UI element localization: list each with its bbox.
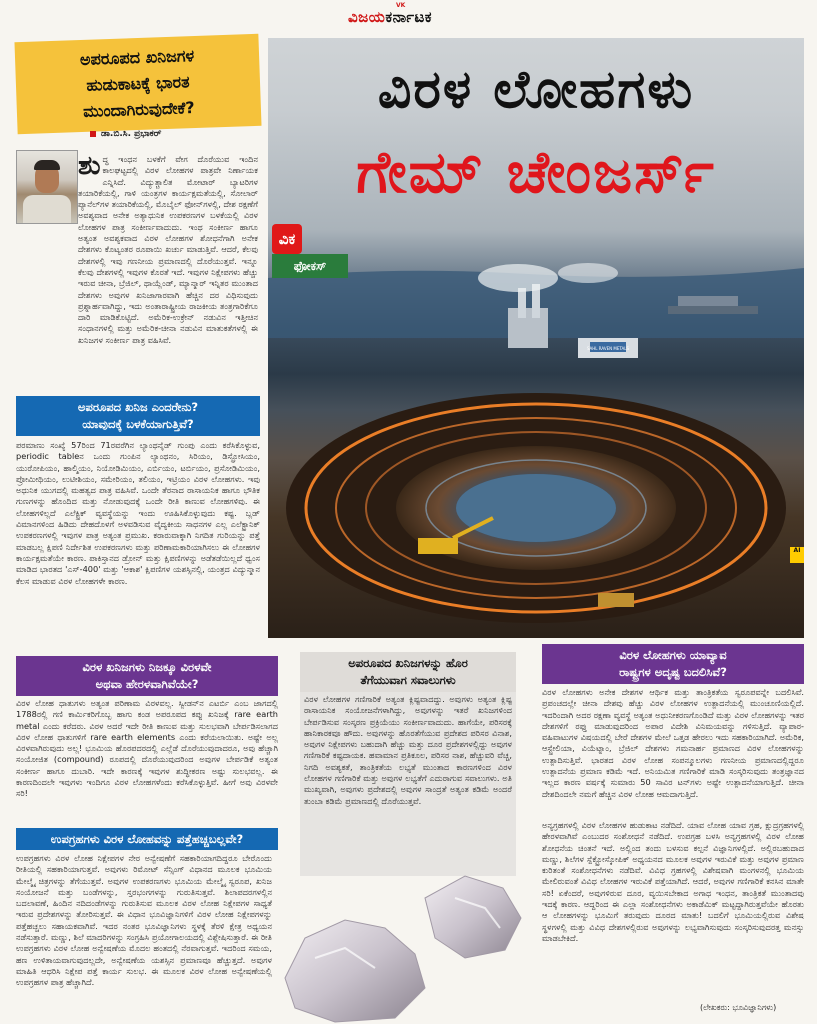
question-line-3: ಮುಂದಾಗಿರುವುದೇಕೆ? — [82, 98, 195, 121]
section-heading-challenges: ಅಪರೂಪದ ಖನಿಜಗಳನ್ನು ಹೊರ ತೆಗೆಯುವಾಗ ಸವಾಲುಗಳು — [300, 652, 516, 692]
vk-logo-badge: VK — [396, 2, 406, 9]
section5-text-1: ವಿರಳ ಲೋಹಗಳು ಅನೇಕ ದೇಶಗಳ ಆರ್ಥಿಕ ಮತ್ತು ತಾಂತ್ರಿಕತೆಯ ಸ್ವರೂಪವನ್ನೇ ಬದಲಿಸಿವೆ. ಪ್ರಪಂಚದಲ್ಲೇ ಚೀನಾ ದೇಶವು ಹೆಚ್ಚು ವಿರಳ ಲೋಹಗಳ ಉತ್ಪಾದನೆಯಲ್ಲಿ ಮುಂಚೂಣಿಯಲ್ಲಿದೆ. ಇದರಿಂದಾಗಿ ಅದರ ರಕ್ಷಣಾ ವ್ಯವಸ್ಥೆ ಅತ್ಯಂತ ಅಧುನೀಕರಣಗೊಂಡಿದೆ ಮತ್ತು ವಿರಳ ಲೋಹಗಳನ್ನು ಇತರ ದೇಶಗಳಿಗೆ ರಫ್ತು ಮಾಡುವುದರಿಂದ ಅಪಾರ ವಿದೇಶಿ ವಿನಿಮಯವನ್ನು ಗಳಿಸುತ್ತಿದೆ. ವ್ಯಾಪಾರ- ವಹಿವಾಟುಗಳ ವಿಷಯದಲ್ಲಿ ಬೇರೆ ದೇಶಗಳ ಮೇಲೆ ಒತ್ತಡ ಹೇರಲು ಇದು ಸಹಕಾರಿಯಾಗಿದೆ. ಅಮೆರಿಕ, ಆಸ್ಟ್ರೇಲಿಯಾ, ವಿಯೆಟ್ನಾಂ, ಬ್ರೆಜಿಲ್ ದೇಶಗಳು ಗಮನಾರ್ಹ ಪ್ರಮಾಣದ ವಿರಳ ಲೋಹಗಳನ್ನು ಉತ್ಪಾದಿಸುತ್ತಿವೆ. ಭಾರತದ ವಿರಳ ಲೋಹ ಸಂಪನ್ಮೂಲಗಳು ಗಣನೀಯ ಪ್ರಮಾಣದಲ್ಲಿದ್ದರೂ ಉತ್ಪಾದನೆಯ ಪ್ರಮಾಣ ಕಡಿಮೆ ಇದೆ. ಅನಿಯಮಿತ ಗಣಿಗಾರಿಕೆ ಮಾಡಿ ಸಂಸ್ಕರಿಸುವುದು ತಂತ್ರಜ್ಞಾನದ ಇಲ್ಲದ ಕಾರಣ ವರ್ಷಕ್ಕೆ ಸುಮಾರು 50 ಸಾವಿರ ಟನ್‌ಗಳು ಅಷ್ಟೇ ಉತ್ಪಾದನೆಯಾಗುತ್ತಿದೆ. ಚೀನಾ ದೇಶದಿಂದಲೇ ನಮಗೆ ಹೆಚ್ಚಿನ ವಿರಳ ಲೋಹ ಆಮದಾಗುತ್ತಿದೆ. — [542, 687, 804, 799]
question-line-1: ಅಪರೂಪದ ಖನಿಜಗಳ — [79, 46, 195, 70]
section-heading-satellites: ಉಪಗ್ರಹಗಳು ವಿರಳ ಲೋಹವನ್ನು ಪತ್ತೆಹಚ್ಚಬಲ್ಲವೇ? — [16, 828, 278, 850]
section-heading-rare-or-abundant: ವಿರಳ ಖನಿಜಗಳು ನಿಜಕ್ಕೂ ವಿರಳವೇ ಅಥವಾ ಹೇರಳವಾಗಿವೆಯೇ? — [16, 656, 278, 696]
ai-badge: AI — [790, 547, 804, 563]
author-photo — [16, 150, 78, 224]
focus-label: ಫೋಕಸ್ — [272, 254, 348, 278]
author-name: ಡಾ.ಬಿ.ಸಿ. ಪ್ರಭಾಕರ್ — [101, 129, 162, 139]
section2-text: ವಿರಳ ಲೋಹ ಧಾತುಗಳು ಅತ್ಯಂತ ಪರಿಣಾಮ ವಿರಳವಲ್ಲ. ಸ್ವೀಡನ್‌ನ ಎಟರ್ಬಿ ಎಂಬ ಜಾಗದಲ್ಲಿ 1788ರಲ್ಲಿ ಗಣಿ ಕಾರ್ಮಿಕರಿಗೊಬ್ಬ ಹಾಗು ಕಂಡ ಅಪರೂಪದ ಕಪ್ಪು ಖನಿಜಕ್ಕೆ rare earth metal ಎಂದು ಕರೆದರು. ವಿರಳ ಅದರೆ ಇದೇ ರೀತಿ ಕಾಣುವ ಮತ್ತು ಸುಲಭವಾಗಿ ಬೇರ್ಪಡಿಸಲಾಗದ ವಿರಳ ಲೋಹ ಧಾತುಗಳಿಗೆ rare earth elements ಎಂದು ಕರೆಯಲಾಯಿತು. ಅಷ್ಟೇ ಅಲ್ಲ ವಿರಳವಾಗಿರುವುದು ಅಲ್ಲ! ಭೂಮಿಯ ಹೊರಪದರದಲ್ಲಿ ಎಲ್ಲೆಡೆ ದೊರೆಯುವುದಾದರೂ, ಅವು ಹೆಚ್ಚಾಗಿ ಸಂಯೋಜಿತ (compound) ರೂಪದಲ್ಲಿ ದೊರೆಯುವುದರಿಂದ ಅವುಗಳ ಬೇರ್ಪಡಿಕೆ ಅತ್ಯಂತ ಸಂಕೀರ್ಣ ಹಾಗೂ ದುಬಾರಿ. ಇದೇ ಕಾರಣಕ್ಕೆ ಇವುಗಳ ಶುದ್ಧೀಕರಣ ಅಷ್ಟು ಸುಲಭವಲ್ಲ. ಈ ಕಾರಣದಿಂದಲೇ ಇವುಗಳು ಇಂದಿಗೂ ವಿರಳ ಲೋಹಗಳೆಂದು ಕರೆಸಿಕೊಳ್ಳುತ್ತಿವೆ. ಹೀಗೆ ಅವು ವಿರಳವೇ ಸರಿ! — [16, 698, 278, 799]
intro-paragraph: ದ್ಧ ಇಂಧನ ಬಳಕೆಗೆ ವೇಗ ದೊರೆಯುವ ಇಂದಿನ ಕಾಲಘಟ್ಟದಲ್ಲಿ ವಿರಳ ಲೋಹಗಳ ಪಾತ್ರವೇ ನಿರ್ಣಾಯಕ ಎನ್ನಿಸಿದೆ. ವಿದ್ಯುತ್ಚಾಲಿತ ಮೋಟಾರ್ ಬ್ಯಾಟರಿಗಳ ತಯಾರಿಕೆಯಲ್ಲಿ, ಗಾಳಿ ಯಂತ್ರಗಳ ಕಾರ್ಯಕ್ಷಮತೆಯಲ್ಲಿ, ಸೋಲಾರ್ ಪ್ಯಾನೆಲ್‌ಗಳ ತಯಾರಿಕೆಯಲ್ಲಿ, ಮೊಬೈಲ್ ಫೋನ್‌ಗಳಲ್ಲಿ, ದೇಶ ರಕ್ಷಣೆಗೆ ಅವಶ್ಯವಾದ ಅನೇಕ ಅತ್ಯಾಧುನಿಕ ಉಪಕರಣಗಳ ಬಳಕೆಯಲ್ಲಿ ವಿರಳ ಲೋಹಗಳ ಪಾತ್ರ ಸಂಕೀರ್ಣವಾದುದು. ಇಂಥ ಸಂಕೀರ್ಣ ಹಾಗೂ ಅತ್ಯಂತ ಅವಶ್ಯಕವಾದ ವಿರಳ ಲೋಹಗಳ ಶೋಧನೆಗಾಗಿ ಅನೇಕ ದೇಶಗಳು ಕೊಟ್ಯಂತರ ರೂಪಾಯಿ ಖರ್ಚು ಮಾಡುತ್ತಿವೆ. ಆದರೆ, ಕೆಲವು ದೇಶಗಳಲ್ಲಿ ಇವು ಗಣನೀಯ ಪ್ರಮಾಣದಲ್ಲಿ ದೊರೆಯುತ್ತವೆ. ಇನ್ನೂ ಕೆಲವು ದೇಶಗಳಲ್ಲಿ ಇವುಗಳ ಕೊರತೆ ಇದೆ. ಇವುಗಳ ನಿಕ್ಷೇಪಗಳು ಹೆಚ್ಚು ಇರುವ ಚೀನಾ, ಬ್ರೆಜಿಲ್, ಥಾಯ್ಲೆಂಡ್, ಮ್ಯಾನ್ಮಾರ್ ಇನ್ನಿತರ ಮುಂತಾದ ದೇಶಗಳು ಅವುಗಳ ಖನಿಜಾಗಾರವಾಗಿ ಹೆಚ್ಚಿನ ದರ ವಿಧಿಸುವುದು ಪ್ರಶ್ನಾರ್ಹವಾಗಿದ್ದು, ಇದು ಅಂತಾರಾಷ್ಟ್ರೀಯ ರಾಜಕೀಯ ತಂತ್ರಗಾರಿಕೆಗೂ ದಾರಿ ಮಾಡಿಕೊಟ್ಟಿದೆ. ಅಮೆರಿಕ-ಉಕ್ರೇನ್ ನಡುವಿನ ಇತ್ತೀಚಿನ ಸಂಧಾನಗಳಲ್ಲಿ ಮತ್ತು ಅಮೆರಿಕ-ಚೀನಾ ನಡುವಿನ ಮಾತುಕತೆಗಳಲ್ಲಿ ಈ ಖನಿಜಗಳ ಸಂಕೀರ್ಣ ಪಾತ್ರ ವಹಿಸಿವೆ. — [78, 154, 259, 345]
bullet-icon — [90, 131, 96, 137]
question-line-2: ಹುಡುಕಾಟಕ್ಕೆ ಭಾರತ — [86, 72, 190, 95]
vk-label: ವಿಕ — [272, 224, 302, 254]
logo-vijaya: ವಿಜಯ — [348, 8, 386, 26]
headline-line-1: ವಿರಳ ಲೋಹಗಳು — [377, 60, 695, 120]
drop-cap: ಶು — [78, 151, 101, 181]
section4-text: ವಿರಳ ಲೋಹಗಳ ಗಣಿಗಾರಿಕೆ ಅತ್ಯಂತ ಕ್ಲಿಷ್ಟವಾದದ್ದು. ಅವುಗಳು ಅತ್ಯಂತ ಕ್ಲಿಷ್ಟ ರಾಸಾಯನಿಕ ಸಂಯೋಜನೆಗಳಾಗಿದ್ದು, ಅವುಗಳನ್ನು ಇತರೆ ಖನಿಜಗಳಿಂದ ಬೇರ್ಪಡಿಸುವ ಸಂಸ್ಕರಣ ಪ್ರಕ್ರಿಯೆಯು ಸಂಕೀರ್ಣವಾದುದು. ಹಾಗೆಯೇ, ಪರಿಸರಕ್ಕೆ ಹಾನಿಕಾರಕವೂ ಹೌದು. ಅವುಗಳನ್ನು ಹೊರತೆಗೆಯುವ ಪ್ರದೇಶದ ಪರಿಸರ ವಿನಾಶ, ಅವುಗಳ ನಿಕ್ಷೇಪಗಳು ಬಹುದಾಗಿ ಹೆಚ್ಚು ಮತ್ತು ದೂರ ಪ್ರದೇಶಗಳಲ್ಲಿದ್ದು ಅವುಗಳ ಗಣಿಗಾರಿಕೆ ಕಷ್ಟದಾಯಕ. ಹವಾಮಾನ ಪ್ರತಿಕೂಲ, ಪರಿಸರ ನಾಶ, ಹೆಚ್ಚುವರಿ ವೆಚ್ಚ, ನಿಗದಿ ಅವಶ್ಯಕತೆ, ತಾಂತ್ರಿಕತೆಯ ಲಭ್ಯತೆ ಮುಂತಾದ ಕಾರಣಗಳಿಂದ ವಿರಳ ಲೋಹಗಳ ಗಣಿಗಾರಿಕೆ ಮತ್ತು ಅವುಗಳ ಲಭ್ಯತೆಗೆ ಎದುರಾಗುವ ಸವಾಲುಗಳು. ಅತಿ ಮುಖ್ಯವಾಗಿ, ಅವುಗಳು ಪ್ರದೇಶದಲ್ಲಿ ಅವುಗಳ ಸಾಂದ್ರತೆ ಅತ್ಯಂತ ಕಡಿಮೆ ಅಂದರೆ ತುಂಬಾ ಕಡಿಮೆ ಪ್ರಮಾಣದಲ್ಲಿ ದೊರೆಯುತ್ತವೆ. — [304, 694, 512, 806]
logo-karnataka: ಕರ್ನಾಟಕ — [385, 8, 433, 26]
intro-text-bottom — [16, 225, 260, 390]
rare-metal-rock-illustration — [275, 858, 537, 1024]
byline — [90, 129, 161, 139]
section1-text: ಪರಮಾಣು ಸಂಖ್ಯೆ 57ರಿಂದ 71ರವರೆಗಿನ ಲ್ಯಾಂಥನೈಡ್ ಗುಂಪು ಎಂದು ಕರೆಸಿಕೊಳ್ಳುವ, periodic tableನ ಒಂದು ಗುಂಪಿನ ಲ್ಯಾಂಥನಂ, ಸಿರಿಯಂ, ಡಿಸ್ಪ್ರೋಸಿಯಂ, ಯುರೋಪಿಯಂ, ಹಾಲ್ಮಿಯಂ, ನಿಯೋಡಿಮಿಯಂ, ಎರ್ಬಿಯಂ, ಟರ್ಬಿಯಂ, ಪ್ರಸೋಡಿಮಿಯಂ, ಪ್ರೋಮೀಥಿಯಂ, ಲುಟೀಶಿಯಂ, ಸಮೇರಿಯಂ, ತಲಿಯಂ, ಇಟ್ರಿಯಂ ವಿರಳ ಲೋಹಗಳು. ಇವು ಅಧುನಿಕ ಯುಗದಲ್ಲಿ ಮಹತ್ವದ ಪಾತ್ರ ವಹಿಸಿವೆ. ಒಂದೇ ತೆರನಾದ ರಾಸಾಯನಿಕ ಹಾಗೂ ಭೌತಿಕ ಗುಣಗಳನ್ನು ಹೊಂದಿದ ಮತ್ತು ನೋಡುವುದಕ್ಕೆ ಒಂದೇ ರೀತಿ ಕಾಣುವ ಲೋಹಗಳಿವು. ಈ ಲೋಹಗಳಿಲ್ಲದೆ ಎಲೆಕ್ಟ್ರಿಕ್ ವ್ಯವಸ್ಥೆಯನ್ನು ಇಂದು ಊಹಿಸಿಕೊಳ್ಳುವುದು ಕಷ್ಟ. ಬ್ಲಡ್ ವಿಮಾನಗಳಿಂದ ಹಿಡಿದು ದೇಹದೊಳಗೆ ಅಳವಡಿಸುವ ವೈದ್ಯಕೀಯ ಸಾಧನಗಳ ಎಲ್ಲ ಎಲೆಕ್ಟ್ರಾನಿಕ್ ಉಪಕರಣಗಳಲ್ಲಿ ಇವುಗಳ ಪಾತ್ರ ಅತ್ಯಂತ ಪ್ರಮುಖ. ಕರಾರುವಾಕ್ಕಾಗಿ ನಿಗದಿತ ಗುರಿಯನ್ನು ಪತ್ತೆ ಮಾಡಬಲ್ಲ ಕ್ಷಿಪಣಿ ನಿರ್ದೇಶಿತ ಉಪಕರಣಗಳು ಮತ್ತು ಪರಿಣಾಮಕಾರಿಯಾಗಿಸಲು ಈ ಲೋಹಗಳ ಕಾರ್ಯಕ್ಷಮತೆಯೇ ಕಾರಣ. ಪಾಕಿಸ್ತಾನದ ಡ್ರೋನ್ ಮತ್ತು ಕ್ಷಿಪಣಿಗಳನ್ನು ಅಡೆತಡೆಯಿಲ್ಲದೆ ಧ್ವಂಸ ಮಾಡಿದ ಭಾರತದ 'ಎಸ್-400' ಮತ್ತು 'ಆಕಾಶ' ಕ್ಷಿಪಣಿಗಳ ಯಶಸ್ಸಿನಲ್ಲಿ, ಯಂತ್ರದ ವಿದ್ಯುನ್ಮಾನ ಕೆಲಸ ಮಾಡುವ ವಿರಳ ಲೋಹಗಳೇ ಕಾರಣ. — [16, 440, 260, 586]
section5-text-2: ಅನ್ಯಗ್ರಹಗಳಲ್ಲಿ ವಿರಳ ಲೋಹಗಳ ಹುಡುಕಾಟ ನಡೆದಿದೆ. ಯಾವ ಲೋಹ ಯಾವ ಗ್ರಹ, ಕ್ಷುದ್ರಗ್ರಹಗಳಲ್ಲಿ ಹೇರಳವಾಗಿವೆ ಎಂಬುದರ ಸಂಶೋಧನೆ ನಡೆದಿದೆ. ಉಪಗ್ರಹ ಬಳಸಿ ಅನ್ಯಗ್ರಹಗಳಲ್ಲಿ ವಿರಳ ಲೋಹ ಶೋಧನೆಯ ಚಿಂತನೆ ಇದೆ. ಅಲ್ಲಿಂದ ತಂದು ಬಳಸುವ ಕಲ್ಪನೆ ವಿಜ್ಞಾನಿಗಳಲ್ಲಿದೆ. ಅಲ್ಲಿರಬಹುದಾದ ಮಣ್ಣು, ಶಿಲೆಗಳ ಸ್ಪೆಕ್ಟ್ರೋಸ್ಕೋಪಿಕ್ ಅಧ್ಯಯನದ ಮೂಲಕ ಅವುಗಳ ಇರುವಿಕೆ ಮತ್ತು ಅವುಗಳ ಪ್ರಮಾಣ ಕುರಿತಂತೆ ಸಂಶೋಧನೆಗಳು ನಡೆದಿವೆ. ವಿವಿಧ ಗ್ರಹಗಳಲ್ಲಿ ವಿಶೇಷವಾಗಿ ಮಂಗಳನಲ್ಲಿ ಭೂಮಿಯ ಮೇಲಿರುವಂತೆ ವಿವಿಧ ಲೋಹಗಳ ಇರುವಿಕೆ ಪತ್ತೆಯಾಗಿದೆ. ಆದರೆ, ಅವುಗಳ ಗಣಿಗಾರಿಕೆ ಕನಸಿನ ಮಾತೇ ಸರಿ! ಏಕೆಂದರೆ, ಅವುಗಳಿರುವ ದೂರ, ವ್ಯಯಿಸಬೇಕಾದ ಅಗಾಧ ಇಂಧನ, ತಾಂತ್ರಿಕತೆ ಮುಂತಾದವು ಇದಕ್ಕೆ ಕಾರಣ. ಆದ್ದರಿಂದ ಈ ಎಲ್ಲಾ ಸಂಶೋಧನೆಗಳು ಅಕಾಡೆಮಿಕ್ ಮಟ್ಟದ್ದಾಗಿರುತ್ತವೆಯೇ ಹೊರತು ಆ ಲೋಹಗಳನ್ನು ಭೂಮಿಗೆ ತರುವುದು ದೂರದ ಮಾತು! ಬದಲಿಗೆ ಭೂಮಿಯಲ್ಲಿರುವ ವಿಶೇಷ ಸ್ಥಳಗಳಲ್ಲಿ ಮತ್ತು ವಿವಿಧ ದೇಶಗಳಲ್ಲಿರುವ ಅವುಗಳನ್ನು ಲಭ್ಯವಾಗಿಸುವುದು ಸಂಸ್ಕರಿಸುವುದರತ್ತ ಮನಸ್ಸು ಮಾಡಬೇಕಿದೆ. — [542, 820, 804, 943]
headline-line-2: ಗೇಮ್ ಚೇಂಜರ್ಸ್ — [356, 138, 716, 206]
plant-sign: SAHL RAVEN METALS — [586, 346, 630, 351]
hero-mine-illustration — [268, 38, 804, 638]
section3-text: ಉಪಗ್ರಹಗಳು ವಿರಳ ಲೋಹ ನಿಕ್ಷೇಪಗಳ ನೇರ ಅನ್ವೇಷಣೆಗೆ ಸಹಕಾರಿಯಾಗದಿದ್ದರೂ ಬೇರೊಂದು ರೀತಿಯಲ್ಲಿ ಸಹಕಾರಿಯಾಗುತ್ತವೆ. ಅವುಗಳು ರಿಮೋಟ್ ಸೆನ್ಸಿಂಗ್ ವಿಧಾನದ ಮೂಲಕ ಭೂಮಿಯ ಮೇಲ್ಮೈ ಚಿತ್ರಗಳನ್ನು ತೆಗೆಯುತ್ತವೆ. ಅವುಗಳ ಉಪಕರಣಗಳು ಭೂಮಿಯ ಮೇಲ್ಮೈ ಸ್ವರೂಪ, ಖನಿಜ ಸಂಯೋಜನೆ ಮತ್ತು ಬಂಡೆಗಳನ್ನು, ಸ್ತರಭಂಗಗಳನ್ನು ಗುರುತಿಸುತ್ತವೆ. ಶಿಲಾಪದರಗಳಲ್ಲಿನ ಬದಲಾವಣೆ, ಹಿಂದಿನ ನದಿದಂಡೆಗಳನ್ನು ಗುರುತಿಸುವ ಮೂಲಕ ವಿರಳ ಲೋಹ ನಿಕ್ಷೇಪಗಳ ಸಾಧ್ಯತೆ ಇರುವ ಪ್ರದೇಶಗಳನ್ನು ತೋರಿಸುತ್ತವೆ. ಈ ವಿಧಾನ ಭೂವಿಜ್ಞಾನಿಗಳಿಗೆ ವಿರಳ ಲೋಹ ನಿಕ್ಷೇಪಗಳನ್ನು ಪತ್ತೆಹಚ್ಚಲು ಸಹಾಯಕವಾಗಿವೆ. ಇದರ ನಂತರ ಭೂವಿಜ್ಞಾನಿಗಳು ಸ್ಥಳಕ್ಕೆ ತೆರಳಿ ಕ್ಷೇತ್ರ ಅಧ್ಯಯನ ನಡೆಸುತ್ತಾರೆ. ಮಣ್ಣು, ಶಿಲೆ ಮಾದರಿಗಳನ್ನು ಸಂಗ್ರಹಿಸಿ ಪ್ರಯೋಗಾಲಯದಲ್ಲಿ ವಿಶ್ಲೇಷಿಸುತ್ತಾರೆ. ಈ ರೀತಿ ಉಪಗ್ರಹಗಳು ವಿರಳ ಲೋಹ ಅನ್ವೇಷಣೆಯ ಮೊದಲ ಹಂತದಲ್ಲಿ ನೆರವಾಗುತ್ತವೆ. ಇದರಿಂದ ಸಮಯ, ಹಣ ಉಳಿತಾಯವಾಗುವುದಲ್ಲದೇ, ಅನ್ವೇಷಣೆಯ ಯಶಸ್ಸಿನ ಪ್ರಮಾಣವೂ ಹೆಚ್ಚುತ್ತದೆ. ಅವುಗಳ ಮಾಹಿತಿ ಆಧರಿಸಿ ನಿಕ್ಷೇಪ ಪತ್ತೆ ಕಾರ್ಯ ಸುಲಭ. ಈ ಮೂಲಕ ವಿರಳ ಲೋಹ ಅನ್ವೇಷಣೆಯಲ್ಲಿ ಉಪಗ್ರಹಗಳ ಪಾತ್ರ ಹೆಚ್ಚಾಗಿದೆ. — [16, 853, 272, 988]
newspaper-logo — [348, 8, 432, 26]
vk-focus-ribbon — [264, 224, 352, 280]
question-box — [14, 34, 261, 134]
author-credit: (ಲೇಖಕರು: ಭೂವಿಜ್ಞಾನಿಗಳು) — [700, 1003, 777, 1012]
masthead — [0, 0, 817, 38]
mine-pit-drawing — [268, 38, 804, 638]
section-heading-countries: ವಿರಳ ಲೋಹಗಳು ಯಾವ್ಯಾವ ರಾಷ್ಟ್ರಗಳ ಅದೃಷ್ಟ ಬದಲಿಸಿವೆ? — [542, 644, 804, 684]
section-heading-what-are-rare-minerals: ಅಪರೂಪದ ಖನಿಜ ಎಂದರೇನು? ಯಾವುದಕ್ಕೆ ಬಳಕೆಯಾಗುತ್ತಿವೆ? — [16, 396, 260, 436]
intro-text-top — [78, 151, 259, 345]
